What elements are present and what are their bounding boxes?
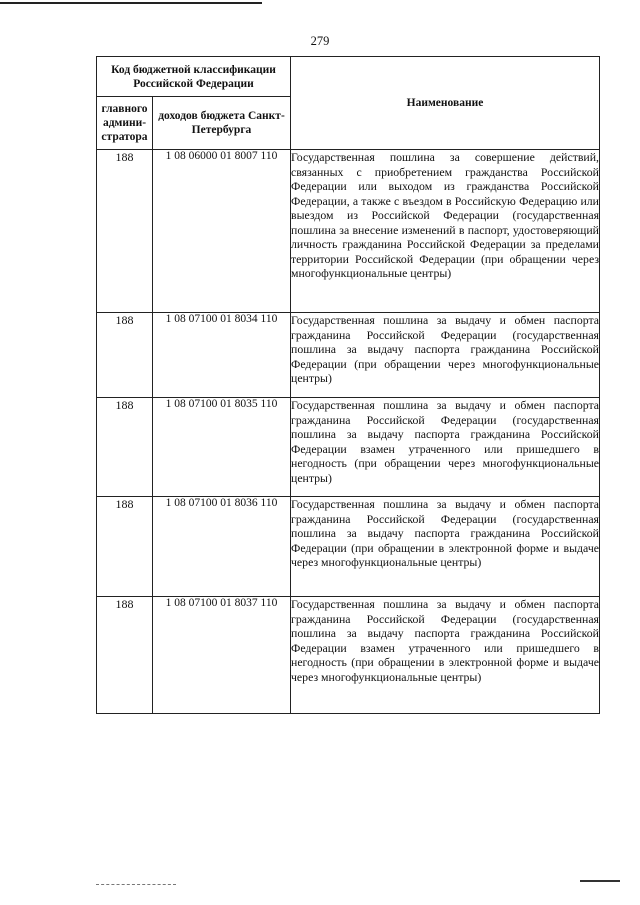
code-cell: 1 08 07100 01 8035 110	[153, 398, 291, 497]
scan-mark-left	[96, 884, 176, 885]
header-admin: главного админи-стратора	[97, 97, 153, 150]
budget-classification-table	[96, 56, 600, 714]
admin-cell: 188	[97, 313, 153, 398]
name-cell: Государственная пошлина за выдачу и обмен паспорта гражданина Российской Федерации (государственная пошлина за выдачу паспорта гражданина Российской Федерации взамен утраченного или пришедшего в негодность (при обращении в электронной форме и выдаче через многофункциональные центры)	[291, 597, 600, 714]
admin-cell: 188	[97, 497, 153, 597]
table-row	[97, 597, 600, 714]
name-cell: Государственная пошлина за выдачу и обмен паспорта гражданина Российской Федерации (государственная пошлина за выдачу паспорта гражданина Российской Федерации (при обращении в электронной форме и выдаче через многофункциональные центры)	[291, 497, 600, 597]
code-cell: 1 08 07100 01 8036 110	[153, 497, 291, 597]
admin-cell: 188	[97, 150, 153, 313]
table-row	[97, 150, 600, 313]
code-cell: 1 08 06000 01 8007 110	[153, 150, 291, 313]
scan-edge-marks	[96, 884, 620, 890]
code-cell: 1 08 07100 01 8034 110	[153, 313, 291, 398]
header-code: доходов бюджета Санкт-Петербурга	[153, 97, 291, 150]
name-cell: Государственная пошлина за совершение действий, связанных с приобретением гражданства Российской Федерации или выходом из гражданства Российской Федерации, а также с въездом в Российскую Федерацию или выездом из Российской Федерации (государственная пошлина за внесение изменений в паспорт, удостоверяющий личность гражданина Российской Федерации за пределами территории Российской Федерации (при обращении через многофункциональные центры)	[291, 150, 600, 313]
header-classification-group: Код бюджетной классификации Российской Федерации	[97, 57, 291, 97]
table-row	[97, 398, 600, 497]
table-row	[97, 497, 600, 597]
code-cell: 1 08 07100 01 8037 110	[153, 597, 291, 714]
name-cell: Государственная пошлина за выдачу и обмен паспорта гражданина Российской Федерации (государственная пошлина за выдачу паспорта гражданина Российской Федерации взамен утраченного или пришедшего в негодность (при обращении через многофункциональные центры)	[291, 398, 600, 497]
name-cell: Государственная пошлина за выдачу и обмен паспорта гражданина Российской Федерации (государственная пошлина за выдачу паспорта гражданина Российской Федерации (при обращении через многофункциональные центры)	[291, 313, 600, 398]
table-row	[97, 313, 600, 398]
scan-mark-right	[580, 880, 620, 882]
top-rule	[0, 2, 262, 4]
header-name: Наименование	[291, 57, 600, 150]
admin-cell: 188	[97, 398, 153, 497]
page-number: 279	[310, 34, 330, 48]
admin-cell: 188	[97, 597, 153, 714]
